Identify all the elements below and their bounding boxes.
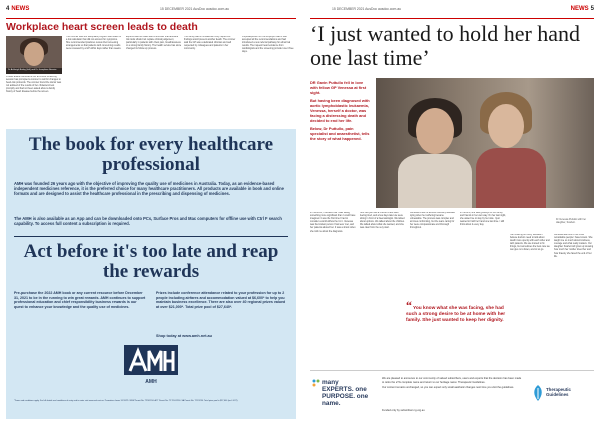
right-story-standfirst — [310, 80, 372, 144]
page-header — [0, 0, 600, 20]
many-experts-text: many EXPERTS. one PURPOSE. one name. — [322, 379, 369, 407]
right-story-col3: Venessa chose to access voluntary assisted dying when her suffering became unbearable. The process was complex and at times confronting, but the team caring for her were compassionate and thorough throughout. — [410, 212, 455, 230]
photo-person-1-face — [416, 108, 454, 154]
amh-ad-paragraph-2: The AMH is also available as an App and can be downloaded onto PCs, Surface Pros and Mac computers for offline use with Ctrl F search capability. To access full content a subscription is required. — [14, 216, 282, 227]
left-story-photo — [6, 36, 62, 74]
amh-ad-paragraph-3: Pre-purchase the 2022 AMH book or any current resource before December 31, 2021 to be in the running to win great rewards. AMH continues to support professional education and chief responsibility business rewards is our quest to enhance your knowledge and the quality use of medicines. — [14, 291, 146, 309]
quote-mark-icon: “ — [406, 298, 412, 312]
pull-quote-text: You know what she was facing, she had such a strong desire to be at home with her family. She just wanted to keep her dignity. — [406, 306, 506, 323]
therapeutic-guidelines-ad — [310, 370, 594, 420]
left-story-headline: Workplace heart screen leads to death — [6, 21, 198, 33]
right-date-line: 15 DECEMBER 2021 AusDoc ausdoc.com.au — [332, 7, 401, 11]
amh-ad-divider — [14, 236, 288, 237]
tg-funded-line[interactable]: Funded only by subscribers tg.org.au — [382, 409, 425, 412]
left-story-col5: A spokesperson for the employer said it had accepted all the recommendations and had introduced a new referral pathway for abnormal results. The inquest heard evidence from cardiologists and the screening provider over three days. — [242, 36, 294, 54]
right-story-headline: ‘I just wanted to hold her hand one last time’ — [310, 21, 581, 70]
left-story-col3: Experts said the case was a reminder that absolute risk tools should not replace clinical judgement, particularly in patients with chest pain, breathlessness or a strong family history. The health service has since changed its follow-up process. — [126, 36, 182, 51]
photo-face-shape — [24, 42, 44, 66]
right-section-label — [571, 6, 594, 12]
left-header-rule — [6, 18, 296, 19]
left-story-col1: A heart attack that killed a GP at a work screening session has prompted a coroner to call for changes to heart-risk protocols. The coroner found the doctor was not advised of the results of her cholesterol test promptly and had not been asked about a family history of heart disease before the screen. — [6, 76, 62, 94]
right-photo-caption: Dr Venessa Puttullo with her daughter, Scarlett. — [556, 218, 587, 225]
right-story-photo — [376, 78, 594, 208]
tg-logo-name: Therapeutic Guidelines — [546, 387, 571, 397]
photo-person-1-body — [398, 154, 472, 208]
left-photo-caption: Dr Ashleigh Bailey (left) and Dr Josephine Bouvier — [6, 68, 62, 74]
amh-shop-link[interactable]: Shop today at www.amh.net.au — [156, 334, 212, 338]
right-story-col1: In mid-2021, I decided that I was taking something more significant than I could have imagined. It was the first time I had to consider a world without her in it. Venessa was the kindest person I had ever met, and her patients adored her. It was a shock when she told me about the diagnosis. — [310, 212, 356, 233]
amh-ad-paragraph-4: Prizes include conference attendance related to your profession for up to 2 people including airfares and accommodation valued at $6,600* to help you maintain business excellence. There are also over 40 regional prizes valued at over $21,000*. Total prize pool of $27,640*. — [156, 291, 286, 309]
photo-person-2-body — [476, 148, 546, 208]
left-section-label — [6, 6, 29, 12]
left-page-number: 4 — [6, 6, 10, 12]
right-story-col2: She had just had a routine check after feeling tired, and a few days later we were sitting in front of a haematologist. We talked about options. We talked about the children. We talked about what she wanted, and she was clear from the very start. — [360, 212, 405, 230]
left-section-name: NEWS — [11, 6, 30, 12]
logo-dots-icon — [312, 379, 320, 387]
amh-ad-headline: The book for every healthcare professional — [28, 134, 274, 175]
amh-logo-text: AMH — [145, 379, 157, 385]
standfirst-para-3: Below, Dr Puttullo, pain specialist and anaesthetist, tells the story of what happened. — [310, 126, 370, 141]
amh-ad-paragraph-1: AMH was founded 26 years ago with the objective of improving the quality use of medicines in Australia. Today, as an evidence-based independent medicines reference, it is the preferred choice for many healthcare practitioners. All products are available in book and online formats and are designed to assist the healthcare professional in the prescribing and dispensing of medicines. — [14, 181, 284, 197]
tg-ad-text — [382, 377, 522, 390]
tg-leaf-icon — [532, 385, 544, 401]
standfirst-para-1: DR Gavin Puttullo fell in love with fellow GP Venessa at first sight. — [310, 80, 367, 95]
standfirst-para-2: But having been diagnosed with aortic lymphoblastic leukaemia, Venessa, herself a doctor, was facing a distressing death and decided to end her life. — [310, 98, 370, 123]
many-experts-logo — [312, 379, 370, 413]
left-story-col4: The family said in a statement they hoped the findings would prevent another death. The coroner said the GP was a dedicated clinician and well respected by colleagues and patients in her community. — [184, 36, 236, 51]
pull-quote — [406, 298, 510, 323]
tg-ad-text-2: Our content remains unchanged, so you can expect only small aesthetic changes next time you visit the guidelines. — [382, 386, 515, 390]
amh-fine-print: *Terms and conditions apply. For full details and conditions of entry and to enter visit www.amh.net.au. Promotion closes 31/12/21. NSW Permit No. TP/01234. ACT Permit No. TP 21/01234. SA Permit No. T21/1234. Total prize pool is $27,640 (incl. GST). — [14, 400, 238, 402]
amh-ad-headline-2: Act before it's too late and reap the rewards — [23, 241, 279, 282]
left-date-line: 15 DECEMBER 2021 AusDoc ausdoc.com.au — [160, 7, 229, 11]
amh-advertisement — [6, 129, 296, 419]
tg-ad-text-1: We are pleased to announce to our community of valued subscribers, users and experts that the decision has been made to retire the eTG complete name and return to our heritage name: Therapeutic Guidelines. — [382, 377, 522, 384]
right-story-col4: In the end, she said goodbye to our family and friends in her own way. On her last night, she asked me to stay by her side. I just wanted to hold her hand one last time. I still think about it every day. — [460, 212, 506, 227]
right-section-name: NEWS — [570, 6, 589, 12]
left-story-col2: The coroner said the workplace program had relied on a risk calculator that did not account for symptoms. She recommended practices review their screening arrangements so that patients with concerning results were reviewed by a GP within days rather than weeks. — [66, 36, 122, 51]
tg-logo — [532, 385, 592, 405]
right-story-col5: I am sharing our story because I believe doctors need to talk about death more openly with each other and with patients. We are trained to fix things, but sometimes the best care we can give is to listen, and to let go. — [510, 234, 550, 252]
right-story-col6: Venessa was one of the most remarkable people I have known. She taught me so much about kindness, courage and what really matters. Our daughter Scarlett will grow up knowing how much her mother loved her and how bravely she faced the end of her life. — [554, 234, 594, 258]
right-page-number: 5 — [590, 6, 594, 12]
photo-person-2-face — [488, 104, 524, 148]
amh-logo — [118, 343, 184, 387]
right-header-rule — [310, 18, 594, 19]
